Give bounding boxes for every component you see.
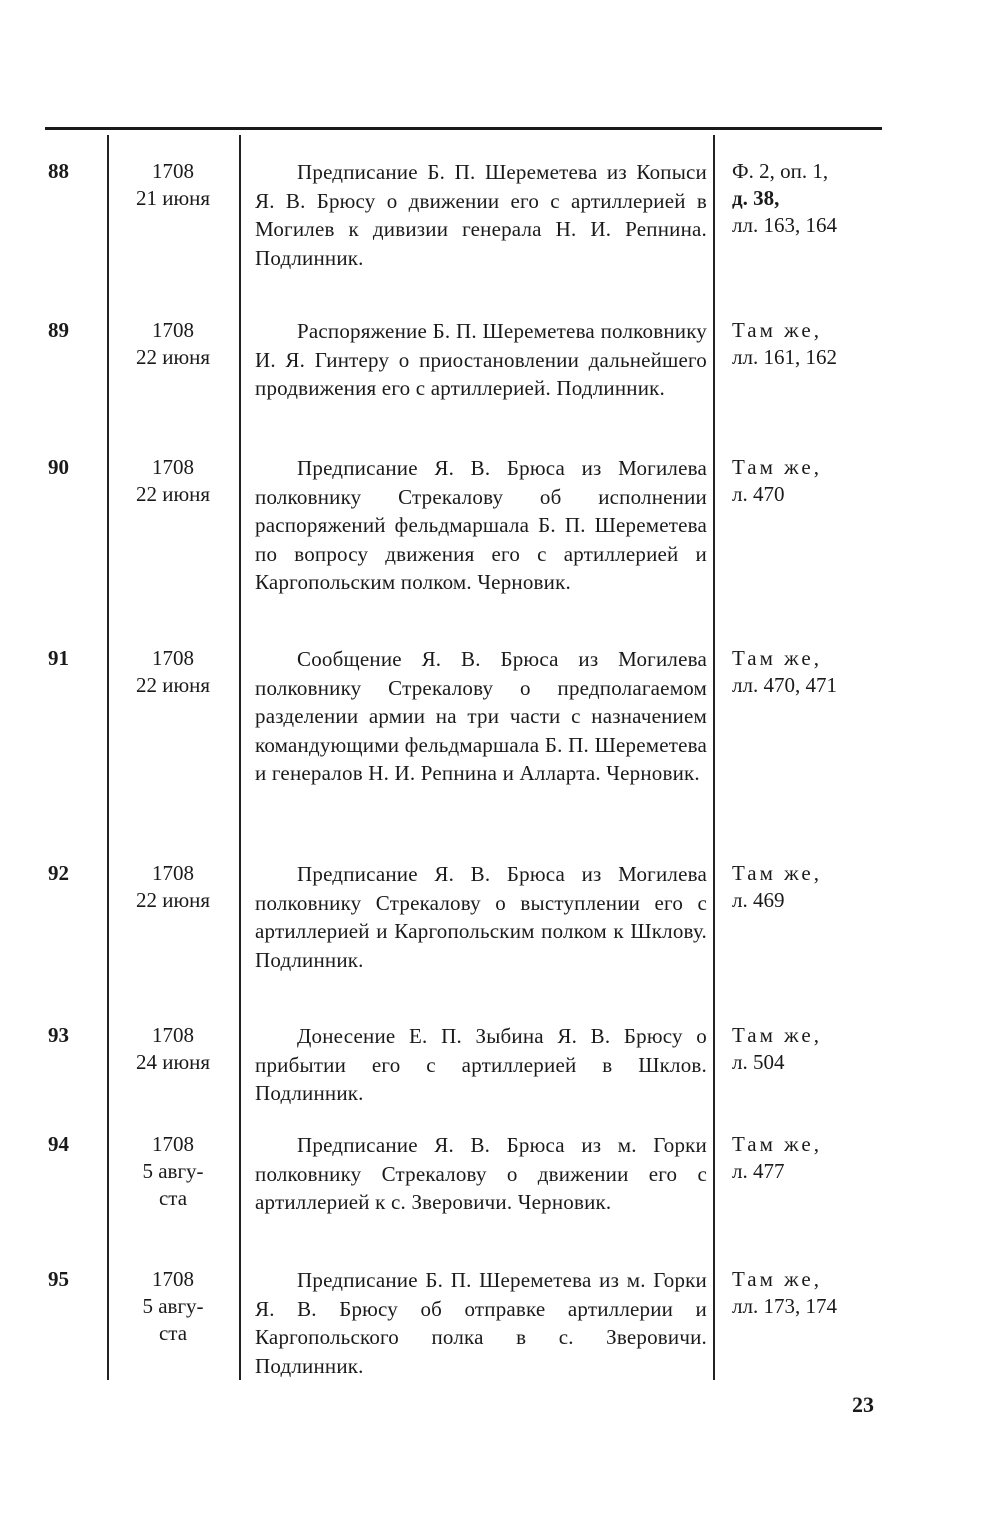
entry-number: 92 [48, 861, 69, 885]
entry-date-day: 22 июня [135, 673, 211, 697]
entry-number: 89 [48, 318, 69, 342]
entry-date-year: 1708 [152, 455, 194, 479]
entry-number: 88 [48, 159, 69, 183]
entry-reference [732, 1266, 892, 1320]
entry-date-day-cont: ста [158, 1321, 188, 1345]
entry-date-day: 22 июня [135, 345, 211, 369]
reference-line: л. 504 [732, 1050, 785, 1074]
reference-line: Там же, [732, 1023, 822, 1047]
entry-date-year: 1708 [152, 1132, 194, 1156]
reference-line: лл. 161, 162 [732, 345, 837, 369]
entry-number: 95 [48, 1267, 69, 1291]
reference-line: Там же, [732, 455, 822, 479]
entry-date [112, 158, 234, 212]
entry-date-day-cont: ста [158, 1186, 188, 1210]
entry-description: Предписание Я. В. Брюса из м. Горки полковнику Стрекалову о движении его с артиллерией к с. Зверовичи. Черновик. [255, 1133, 707, 1214]
entry-date-day: 22 июня [135, 482, 211, 506]
page-number: 23 [852, 1392, 874, 1417]
entry-description: Предписание Б. П. Шереметева из Копыси Я. В. Брюсу о движении его с артиллерией в Могилев к дивизии генерала Н. И. Репнина. Подлинник. [255, 160, 707, 270]
entry-reference [732, 645, 892, 699]
entry-date-day: 22 июня [135, 888, 211, 912]
column-divider-1 [107, 135, 109, 1380]
reference-line: д. 38, [732, 186, 780, 210]
entry-number: 94 [48, 1132, 69, 1156]
reference-line: лл. 173, 174 [732, 1294, 837, 1318]
entry-date [112, 860, 234, 914]
entry-date-day: 5 авгу- [142, 1159, 204, 1183]
entry-date-day: 5 авгу- [142, 1294, 204, 1318]
entry-description: Предписание Б. П. Шереметева из м. Горки Я. В. Брюсу об отправке артиллерии и Каргопольского полка в с. Зверовичи. Подлинник. [255, 1268, 707, 1378]
reference-line: л. 469 [732, 888, 785, 912]
entry-date-year: 1708 [152, 1023, 194, 1047]
entry-date [112, 317, 234, 371]
entry-date-day: 24 июня [135, 1050, 211, 1074]
entry-description: Донесение Е. П. Зыбина Я. В. Брюсу о прибытии его с артиллерией в Шклов. Подлинник. [255, 1024, 707, 1105]
column-divider-3 [713, 135, 715, 1380]
entry-reference [732, 860, 892, 914]
reference-line: лл. 470, 471 [732, 673, 837, 697]
entry-date [112, 1131, 234, 1212]
entry-description: Предписание Я. В. Брюса из Могилева полковнику Стрекалову о выступлении его с артиллерией и Каргопольским полком к Шклову. Подлинник. [255, 862, 707, 972]
entry-date [112, 645, 234, 699]
entry-date [112, 1022, 234, 1076]
reference-line: л. 470 [732, 482, 785, 506]
entry-number: 90 [48, 455, 69, 479]
entry-reference [732, 1131, 892, 1185]
entry-description: Предписание Я. В. Брюса из Могилева полковнику Стрекалову об исполнении распоряжений фельдмаршала Б. П. Шереметева по вопросу движения его с артиллерией и Каргопольским полком. Черновик. [255, 456, 707, 594]
reference-line: Ф. 2, оп. 1, [732, 159, 829, 183]
entry-reference [732, 1022, 892, 1076]
reference-line: Там же, [732, 318, 822, 342]
reference-line: Там же, [732, 861, 822, 885]
top-rule [45, 127, 882, 130]
entry-reference [732, 317, 892, 371]
entry-description: Сообщение Я. В. Брюса из Могилева полковнику Стрекалову о предполагаемом разделении армии на три части с назначением командующими фельдмаршала Б. П. Шереметева и генералов Н. И. Репнина и Алларта. Черновик. [255, 647, 707, 785]
entry-date-year: 1708 [152, 318, 194, 342]
reference-line: Там же, [732, 646, 822, 670]
entry-date-day: 21 июня [135, 186, 211, 210]
reference-line: лл. 163, 164 [732, 213, 837, 237]
reference-line: л. 477 [732, 1159, 785, 1183]
entry-date-year: 1708 [152, 646, 194, 670]
entry-date [112, 454, 234, 508]
entry-date-year: 1708 [152, 1267, 194, 1291]
entry-description: Распоряжение Б. П. Шереметева полковнику И. Я. Гинтеру о приостановлении дальнейшего продвижения его с артиллерией. Подлинник. [255, 319, 707, 400]
column-divider-2 [239, 135, 241, 1380]
entry-number: 91 [48, 646, 69, 670]
entry-date-year: 1708 [152, 861, 194, 885]
entry-reference [732, 454, 892, 508]
reference-line: Там же, [732, 1132, 822, 1156]
entry-reference [732, 158, 892, 239]
entry-date-year: 1708 [152, 159, 194, 183]
entry-number: 93 [48, 1023, 69, 1047]
reference-line: Там же, [732, 1267, 822, 1291]
entry-date [112, 1266, 234, 1347]
